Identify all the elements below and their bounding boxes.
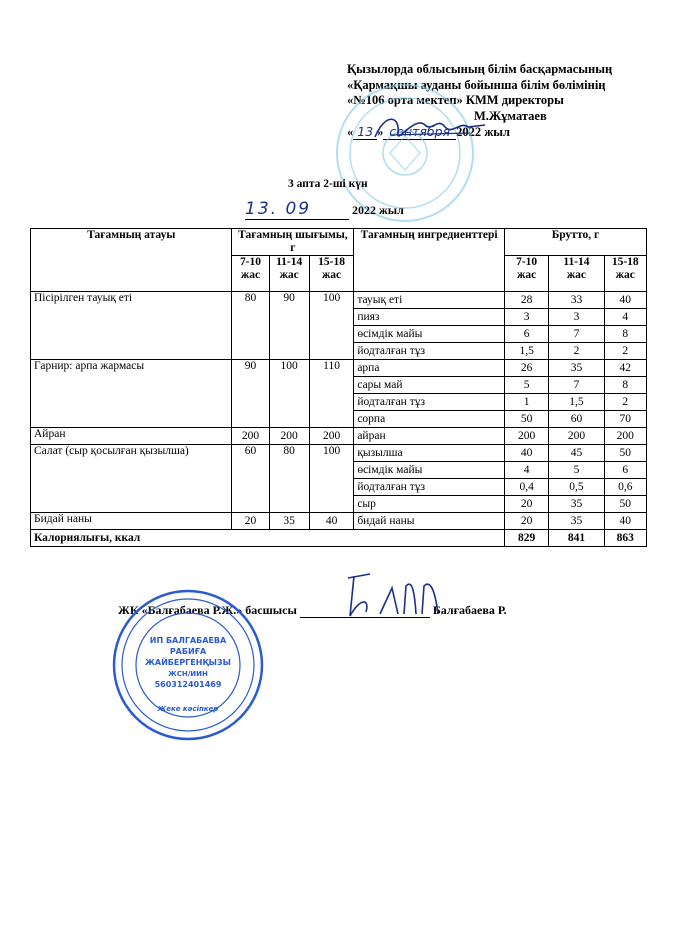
stamp-text-line2: РАБИҒА	[169, 647, 207, 656]
entrepreneur-signature	[340, 568, 450, 623]
yield-cell: 110	[309, 360, 354, 428]
signer-org: ЖК «Балғабаева Р.Ж.» басшысы	[118, 603, 297, 617]
brutto-cell: 0,5	[549, 479, 604, 496]
brutto-cell: 33	[549, 292, 604, 309]
yield-cell: 100	[269, 360, 309, 428]
age-header: 15-18 жас	[309, 256, 354, 292]
table-row	[31, 445, 647, 462]
approval-month: сентября	[383, 124, 456, 140]
table-row	[31, 513, 647, 530]
brutto-cell: 7	[549, 326, 604, 343]
brutto-cell: 200	[604, 428, 646, 445]
yield-cell: 90	[232, 360, 269, 428]
yield-cell: 200	[269, 428, 309, 445]
col-ingredients: Тағамның ингредиенттері	[354, 229, 505, 292]
ingredient-name: арпа	[354, 360, 505, 377]
yield-cell: 100	[309, 292, 354, 360]
header-line-3: «№106 орта мектеп» КММ директоры	[347, 93, 564, 107]
ingredient-name: йодталған тұз	[354, 343, 505, 360]
stamp-text-line4: ЖСН/ИИН	[168, 670, 208, 678]
brutto-cell: 7	[549, 377, 604, 394]
approval-date: « 13 » сентября 2022 жыл	[347, 124, 511, 139]
header-line-2: «Қармақшы ауданы бойынша білім бөлімінің	[347, 77, 606, 92]
brutto-cell: 6	[604, 462, 646, 479]
week-day-title: 3 апта 2-ші күн	[288, 178, 368, 190]
brutto-cell: 2	[604, 343, 646, 360]
dish-name: Пісірілген тауық еті	[31, 292, 232, 360]
brutto-cell: 40	[604, 292, 646, 309]
ingredient-name: сары май	[354, 377, 505, 394]
brutto-cell: 6	[504, 326, 549, 343]
brutto-cell: 200	[504, 428, 549, 445]
brutto-cell: 40	[604, 513, 646, 530]
calories-total: 841	[549, 530, 604, 547]
brutto-cell: 4	[504, 462, 549, 479]
brutto-cell: 1,5	[504, 343, 549, 360]
brutto-cell: 8	[604, 326, 646, 343]
director-name: М.Жұматаев	[474, 108, 547, 123]
brutto-cell: 20	[504, 513, 549, 530]
brutto-cell: 50	[504, 411, 549, 428]
brutto-cell: 70	[604, 411, 646, 428]
calories-label: Калориялығы, ккал	[31, 530, 505, 547]
col-dish-name: Тағамның атауы	[31, 229, 232, 292]
brutto-cell: 0,4	[504, 479, 549, 496]
brutto-cell: 20	[504, 496, 549, 513]
ingredient-name: айран	[354, 428, 505, 445]
dish-name: Айран	[31, 428, 232, 445]
yield-cell: 35	[269, 513, 309, 530]
handwritten-date: 13. 09	[245, 199, 349, 220]
ingredient-name: қызылша	[354, 445, 505, 462]
director-signature	[370, 105, 490, 150]
age-header: 15-18 жас	[604, 256, 646, 292]
age-header: 11-14 жас	[549, 256, 604, 292]
calories-total: 829	[504, 530, 549, 547]
brutto-cell: 200	[549, 428, 604, 445]
calories-total: 863	[604, 530, 646, 547]
dish-name: Бидай наны	[31, 513, 232, 530]
brutto-cell: 50	[604, 445, 646, 462]
entrepreneur-stamp	[108, 585, 268, 745]
header-line-1: Қызылорда облысының білім басқармасының	[347, 62, 613, 76]
brutto-cell: 3	[549, 309, 604, 326]
brutto-cell: 35	[549, 513, 604, 530]
menu-year: 2022 жыл	[352, 203, 404, 217]
yield-cell: 200	[232, 428, 269, 445]
brutto-cell: 35	[549, 360, 604, 377]
brutto-cell: 28	[504, 292, 549, 309]
age-header: 11-14 жас	[269, 256, 309, 292]
brutto-cell: 2	[604, 394, 646, 411]
table-row	[31, 360, 647, 377]
brutto-cell: 60	[549, 411, 604, 428]
dish-name: Салат (сыр қосылған қызылша)	[31, 445, 232, 513]
brutto-cell: 4	[604, 309, 646, 326]
table-row	[31, 292, 647, 309]
brutto-cell: 1	[504, 394, 549, 411]
brutto-cell: 8	[604, 377, 646, 394]
brutto-cell: 5	[504, 377, 549, 394]
brutto-cell: 42	[604, 360, 646, 377]
stamp-text-line5: 560312401469	[154, 680, 222, 689]
brutto-cell: 3	[504, 309, 549, 326]
brutto-cell: 0,6	[604, 479, 646, 496]
col-brutto: Брутто, г	[504, 229, 646, 256]
brutto-cell: 35	[549, 496, 604, 513]
ingredient-name: өсімдік майы	[354, 326, 505, 343]
ingredient-name: тауық еті	[354, 292, 505, 309]
col-yield: Тағамның шығымы, г	[232, 229, 354, 256]
yield-cell: 20	[232, 513, 269, 530]
ingredient-name: йодталған тұз	[354, 479, 505, 496]
yield-cell: 80	[269, 445, 309, 513]
calories-total-row	[31, 530, 647, 547]
yield-cell: 90	[269, 292, 309, 360]
ingredient-name: өсімдік майы	[354, 462, 505, 479]
age-header: 7-10 жас	[504, 256, 549, 292]
menu-table	[30, 228, 647, 547]
brutto-cell: 5	[549, 462, 604, 479]
brutto-cell: 50	[604, 496, 646, 513]
stamp-text-line6: Жеке кәсіпкер	[157, 705, 219, 713]
yield-cell: 100	[309, 445, 354, 513]
stamp-text-line3: ЖАЙБЕРГЕНҚЫЗЫ	[145, 658, 231, 667]
brutto-cell: 1,5	[549, 394, 604, 411]
yield-cell: 40	[309, 513, 354, 530]
ingredient-name: бидай наны	[354, 513, 505, 530]
yield-cell: 60	[232, 445, 269, 513]
dish-name: Гарнир: арпа жармасы	[31, 360, 232, 428]
ingredient-name: йодталған тұз	[354, 394, 505, 411]
brutto-cell: 2	[549, 343, 604, 360]
ingredient-name: сыр	[354, 496, 505, 513]
signer-name: Балғабаева Р.	[432, 603, 507, 617]
yield-cell: 200	[309, 428, 354, 445]
table-row	[31, 428, 647, 445]
ingredient-name: сорпа	[354, 411, 505, 428]
ingredient-name: пияз	[354, 309, 505, 326]
yield-cell: 80	[232, 292, 269, 360]
brutto-cell: 26	[504, 360, 549, 377]
brutto-cell: 45	[549, 445, 604, 462]
stamp-text-line1: ИП БАЛГАБАЕВА	[149, 636, 227, 645]
age-header: 7-10 жас	[232, 256, 269, 292]
approval-day: 13	[353, 124, 377, 140]
brutto-cell: 40	[504, 445, 549, 462]
menu-date	[245, 199, 404, 220]
